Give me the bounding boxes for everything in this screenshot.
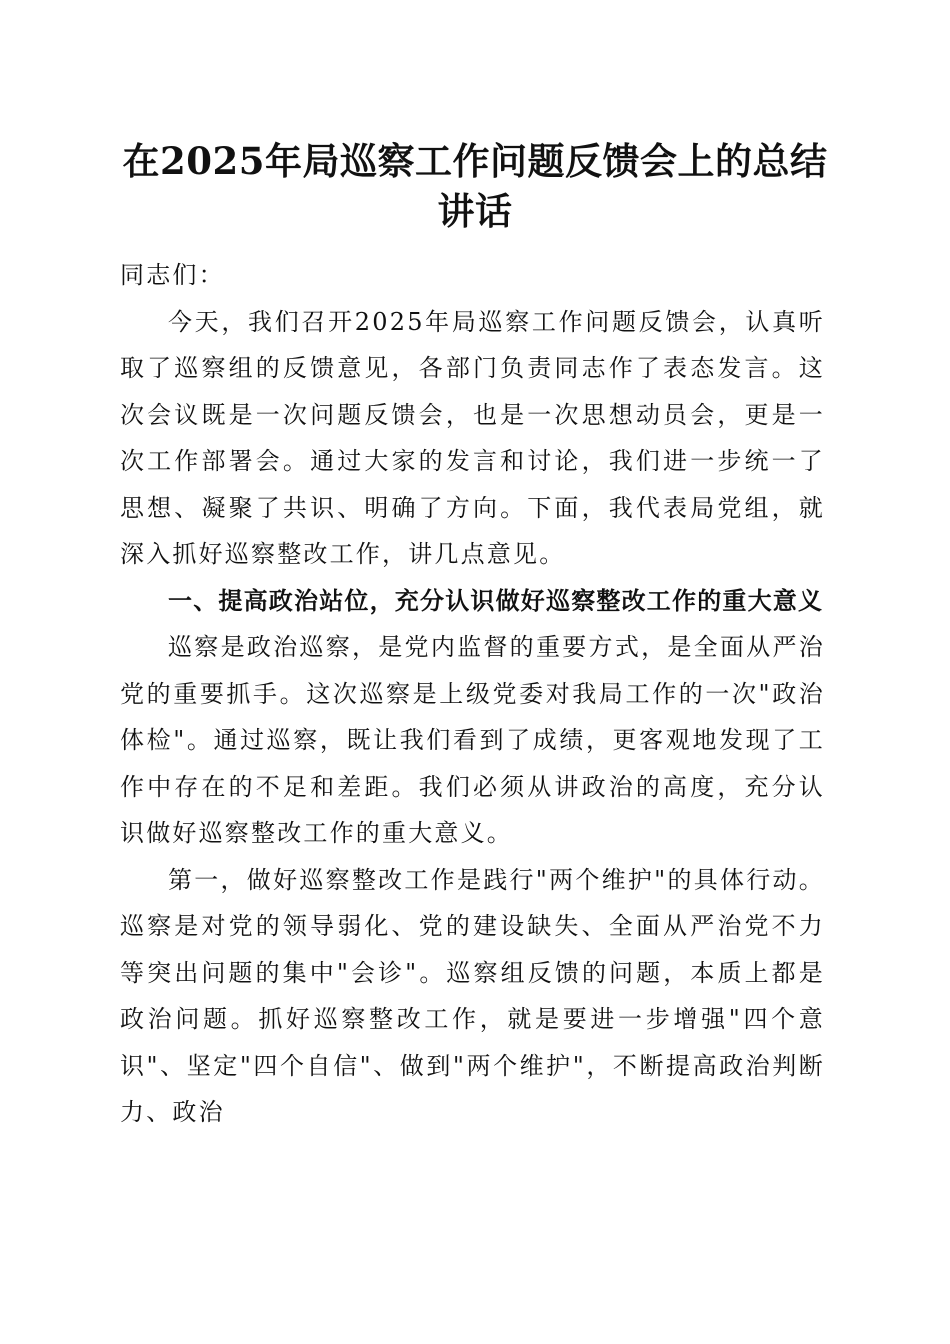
salutation: 同志们：	[120, 261, 225, 289]
section-1-paragraph-1: 巡察是政治巡察，是党内监督的重要方式，是全面从严治党的重要抓手。这次巡察是上级党委对我局工作的一次"政治体检"。通过巡察，既让我们看到了成绩，更客观地发现了工作中存在的不足和差距。我们必须从讲政治的高度，充分认识做好巡察整改工作的重大意义。	[120, 633, 825, 847]
intro-paragraph: 今天，我们召开2025年局巡察工作问题反馈会，认真听取了巡察组的反馈意见，各部门负责同志作了表态发言。这次会议既是一次问题反馈会，也是一次思想动员会，更是一次工作部署会。通过大家的发言和讨论，我们进一步统一了思想、凝聚了共识、明确了方向。下面，我代表局党组，就深入抓好巡察整改工作，讲几点意见。	[120, 307, 825, 568]
section-heading-1: 一、提高政治站位，充分认识做好巡察整改工作的重大意义	[168, 586, 824, 615]
document-body	[120, 252, 825, 1136]
section-1-paragraph-2: 第一，做好巡察整改工作是践行"两个维护"的具体行动。巡察是对党的领导弱化、党的建设缺失、全面从严治党不力等突出问题的集中"会诊"。巡察组反馈的问题，本质上都是政治问题。抓好巡察整改工作，就是要进一步增强"四个意识"、坚定"四个自信"、做到"两个维护"，不断提高政治判断力、政治	[120, 865, 825, 1126]
document-title: 在2025年局巡察工作问题反馈会上的总结讲话	[122, 139, 828, 233]
